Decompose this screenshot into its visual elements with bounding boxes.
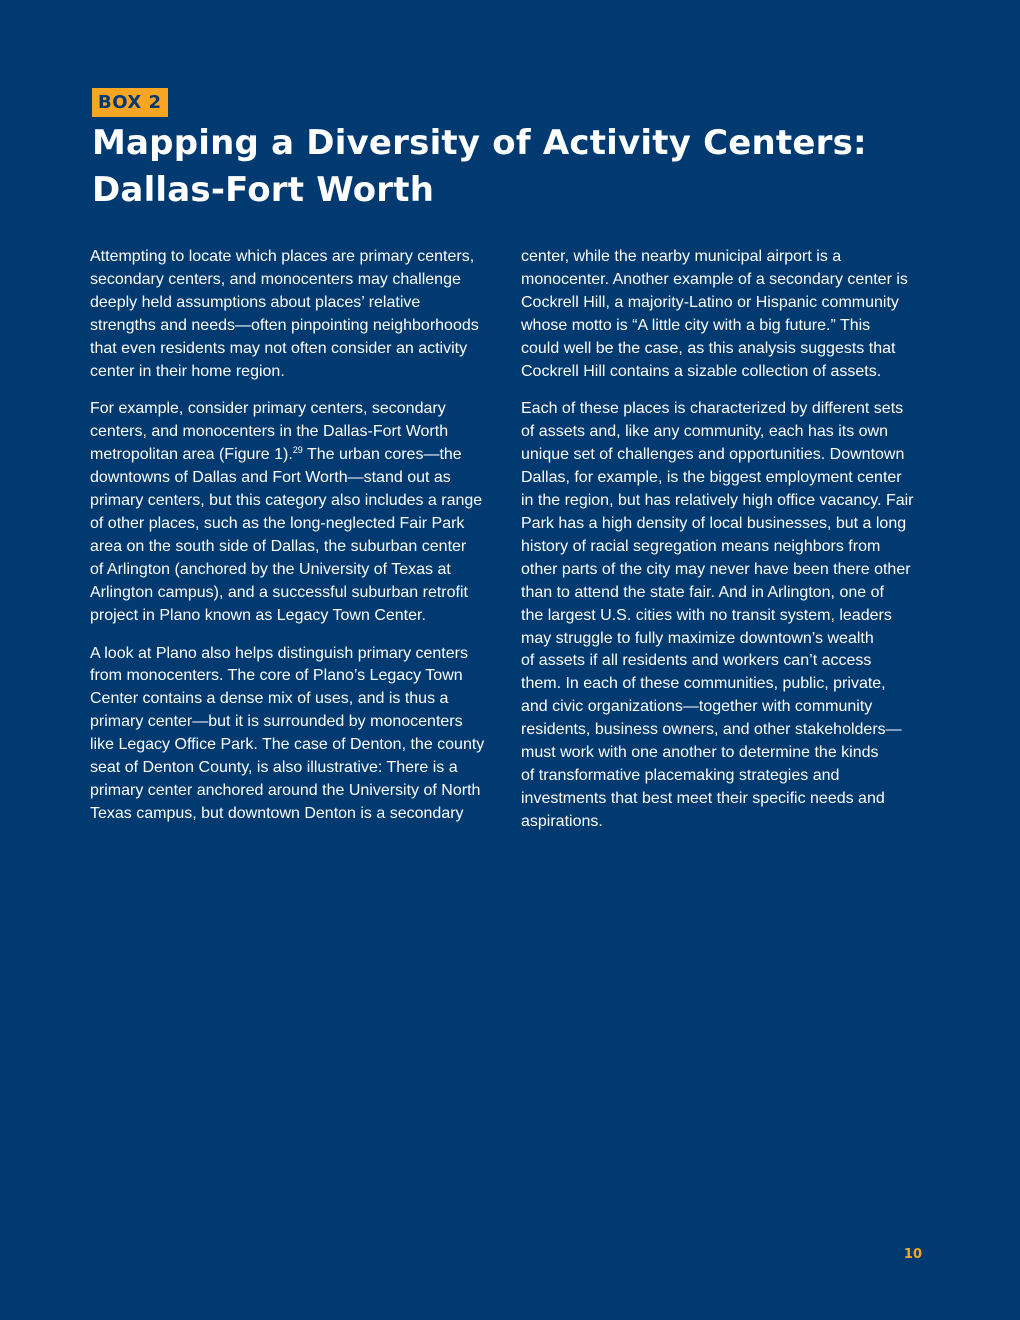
text-line: of transformative placemaking strategies and [521, 766, 840, 784]
box-title [92, 120, 952, 214]
paragraph [90, 246, 505, 383]
paragraph [90, 398, 505, 627]
paragraph [90, 643, 505, 826]
text-line: primary center anchored around the University of North [90, 781, 481, 799]
text-line: history of racial segregation means neighbors from [521, 537, 881, 555]
text-line: center, while the nearby municipal airport is a [521, 248, 842, 265]
text-line: them. In each of these communities, public, private, [521, 675, 886, 693]
right-column [521, 246, 936, 849]
text-line: downtowns of Dallas and Fort Worth—stand out as [90, 469, 451, 487]
text-line: centers, and monocenters in the Dallas-Fort Worth [90, 423, 449, 441]
text-line: may struggle to fully maximize downtown’s wealth [521, 629, 874, 647]
text-line: that even residents may not often consider an activity [90, 339, 468, 357]
text-line: of other places, such as the long-neglected Fair Park [90, 514, 465, 532]
text-line: of assets if all residents and workers can’t access [521, 652, 872, 670]
text-line: Each of these places is characterized by different sets [521, 400, 904, 418]
text-line: Texas campus, but downtown Denton is a secondary [90, 804, 464, 822]
text-line: primary center—but it is surrounded by monocenters [90, 713, 463, 731]
text-line: investments that best meet their specific needs and [521, 789, 885, 807]
text-line: whose motto is “A little city with a big future.” This [521, 316, 871, 334]
box-title-line: Dallas-Fort Worth [92, 170, 435, 210]
text-line: project in Plano known as Legacy Town Center. [90, 606, 426, 624]
text-line: For example, consider primary centers, secondary [90, 400, 446, 418]
text-line: Arlington campus), and a successful suburban retrofit [90, 583, 468, 601]
text-line: in the region, but has relatively high office vacancy. Fair [521, 492, 914, 510]
text-line: Cockrell Hill contains a sizable collection of assets. [521, 362, 882, 380]
text-line: seat of Denton County, is also illustrative: There is a [90, 759, 458, 777]
page-number: 10 [903, 1247, 922, 1262]
text-line: Attempting to locate which places are primary centers, [90, 248, 475, 265]
text-line: Dallas, for example, is the biggest employment center [521, 469, 902, 487]
text-line: other parts of the city may never have been there other [521, 560, 911, 578]
text-line: area on the south side of Dallas, the suburban center [90, 537, 467, 555]
text-line: of assets and, like any community, each has its own [521, 423, 888, 441]
box-label: BOX 2 [92, 88, 168, 117]
text-line: than to attend the state fair. And in Arlington, one of [521, 583, 884, 601]
text-line: Park has a high density of local businesses, but a long [521, 514, 907, 532]
paragraph [521, 398, 936, 833]
text-line: secondary centers, and monocenters may challenge [90, 270, 461, 288]
box-title-line: Mapping a Diversity of Activity Centers: [92, 123, 867, 163]
text-line: must work with one another to determine the kinds [521, 744, 879, 762]
footnote-marker[interactable]: 29 [292, 445, 303, 456]
text-line: residents, business owners, and other stakeholders— [521, 721, 902, 739]
text-line: primary centers, but this category also includes a range [90, 492, 483, 510]
text-line: center in their home region. [90, 362, 285, 380]
text-line: unique set of challenges and opportunities. Downtown [521, 446, 905, 464]
text-line: could well be the case, as this analysis suggests that [521, 339, 896, 357]
text-line: strengths and needs—often pinpointing neighborhoods [90, 316, 479, 334]
text-line [90, 444, 505, 467]
text-line: the largest U.S. cities with no transit system, leaders [521, 606, 892, 624]
text-line: like Legacy Office Park. The case of Denton, the county [90, 736, 485, 754]
text-fragment: metropolitan area (Figure 1). [90, 446, 293, 464]
text-line: of Arlington (anchored by the University of Texas at [90, 560, 451, 578]
text-line: and civic organizations—together with community [521, 698, 873, 716]
text-line: A look at Plano also helps distinguish primary centers [90, 644, 468, 662]
left-column [90, 246, 505, 841]
text-line: monocenter. Another example of a secondary center is [521, 270, 908, 288]
paragraph [521, 246, 936, 383]
text-line: Center contains a dense mix of uses, and is thus a [90, 690, 449, 708]
text-line: aspirations. [521, 812, 603, 830]
text-line: deeply held assumptions about places’ relative [90, 293, 421, 311]
text-line: Cockrell Hill, a majority-Latino or Hispanic community [521, 293, 899, 311]
text-fragment: The urban cores—the [302, 446, 462, 464]
text-line: from monocenters. The core of Plano’s Legacy Town [90, 667, 463, 685]
